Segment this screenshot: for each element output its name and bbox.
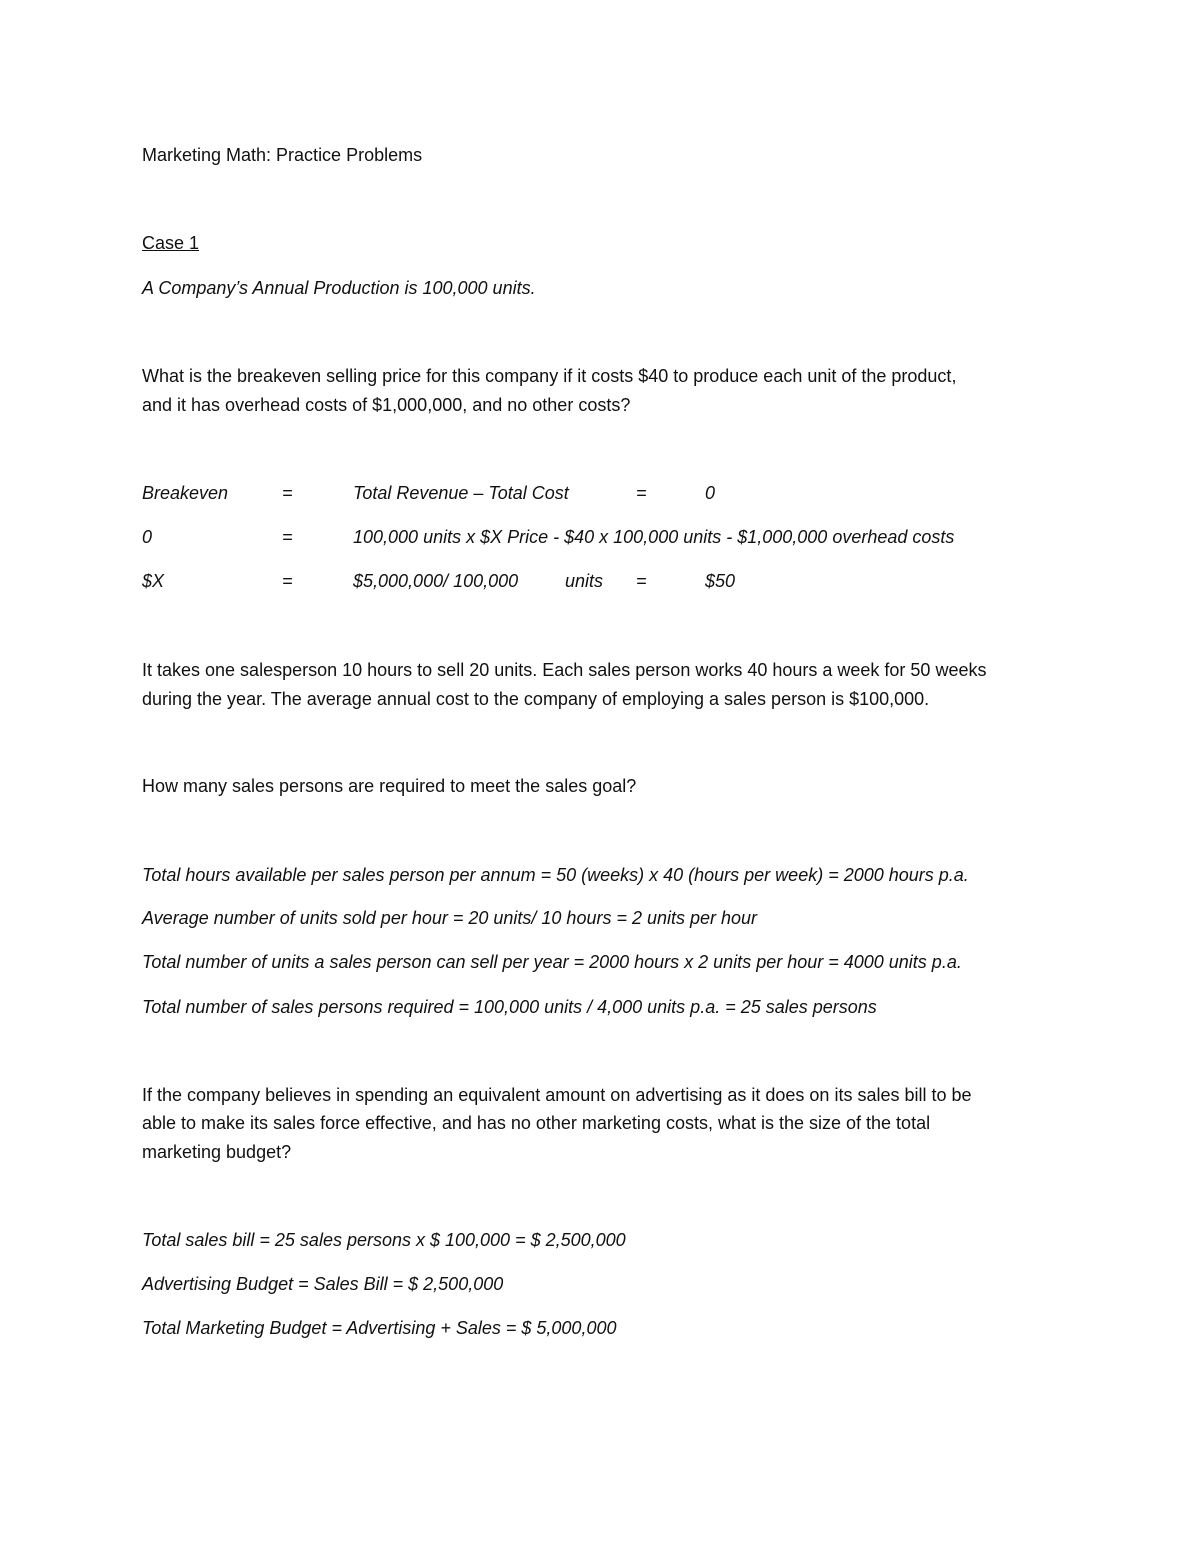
question-3-line-3: marketing budget? (142, 1142, 292, 1162)
question-3-line-2: able to make its sales force effective, and has no other marketing costs, what is the size of the total (142, 1113, 931, 1133)
calc-line-1: Total hours available per sales person per annum = 50 (weeks) x 40 (hours per week) = 2000 hours p.a. (142, 865, 969, 885)
equation-equals: = (282, 483, 293, 503)
calc-line-3: Total number of units a sales person can sell per year = 2000 hours x 2 units per hour = 4000 units p.a. (142, 952, 962, 972)
equation-lhs: Breakeven (142, 483, 229, 503)
calc-line-4: Total number of sales persons required = 100,000 units / 4,000 units p.a. = 25 sales persons (142, 997, 877, 1017)
equation-result: 0 (705, 483, 716, 503)
question-2: How many sales persons are required to meet the sales goal? (142, 776, 637, 796)
equation-rhs: $5,000,000/ 100,000 (353, 571, 519, 591)
case-intro: A Company’s Annual Production is 100,000 units. (142, 278, 536, 298)
equation-lhs: 0 (142, 527, 153, 547)
equation-equals: = (282, 527, 293, 547)
question-1-line-1: What is the breakeven selling price for this company if it costs $40 to produce each unit of the product, (142, 366, 957, 386)
case-heading: Case 1 (142, 233, 200, 253)
document-title: Marketing Math: Practice Problems (142, 145, 423, 165)
equation-equals-2: = (636, 571, 647, 591)
equation-equals-2: = (636, 483, 647, 503)
question-3-line-1: If the company believes in spending an equivalent amount on advertising as it does on its sales bill to be (142, 1085, 972, 1105)
budget-line-3: Total Marketing Budget = Advertising + Sales = $ 5,000,000 (142, 1318, 617, 1338)
equation-result: $50 (705, 571, 736, 591)
equation-unit: units (565, 571, 604, 591)
equation-lhs: $X (142, 571, 165, 591)
sales-paragraph-line-1: It takes one salesperson 10 hours to sell 20 units. Each sales person works 40 hours a week for 50 weeks (142, 660, 987, 680)
budget-line-1: Total sales bill = 25 sales persons x $ 100,000 = $ 2,500,000 (142, 1230, 626, 1250)
calc-line-2: Average number of units sold per hour = 20 units/ 10 hours = 2 units per hour (142, 908, 758, 928)
budget-line-2: Advertising Budget = Sales Bill = $ 2,500,000 (142, 1274, 504, 1294)
equation-rhs: Total Revenue – Total Cost (353, 483, 569, 503)
sales-paragraph-line-2: during the year. The average annual cost to the company of employing a sales person is $100,000. (142, 689, 930, 709)
question-1-line-2: and it has overhead costs of $1,000,000, and no other costs? (142, 395, 631, 415)
equation-equals: = (282, 571, 293, 591)
equation-rhs: 100,000 units x $X Price - $40 x 100,000 units - $1,000,000 overhead costs (353, 527, 955, 547)
